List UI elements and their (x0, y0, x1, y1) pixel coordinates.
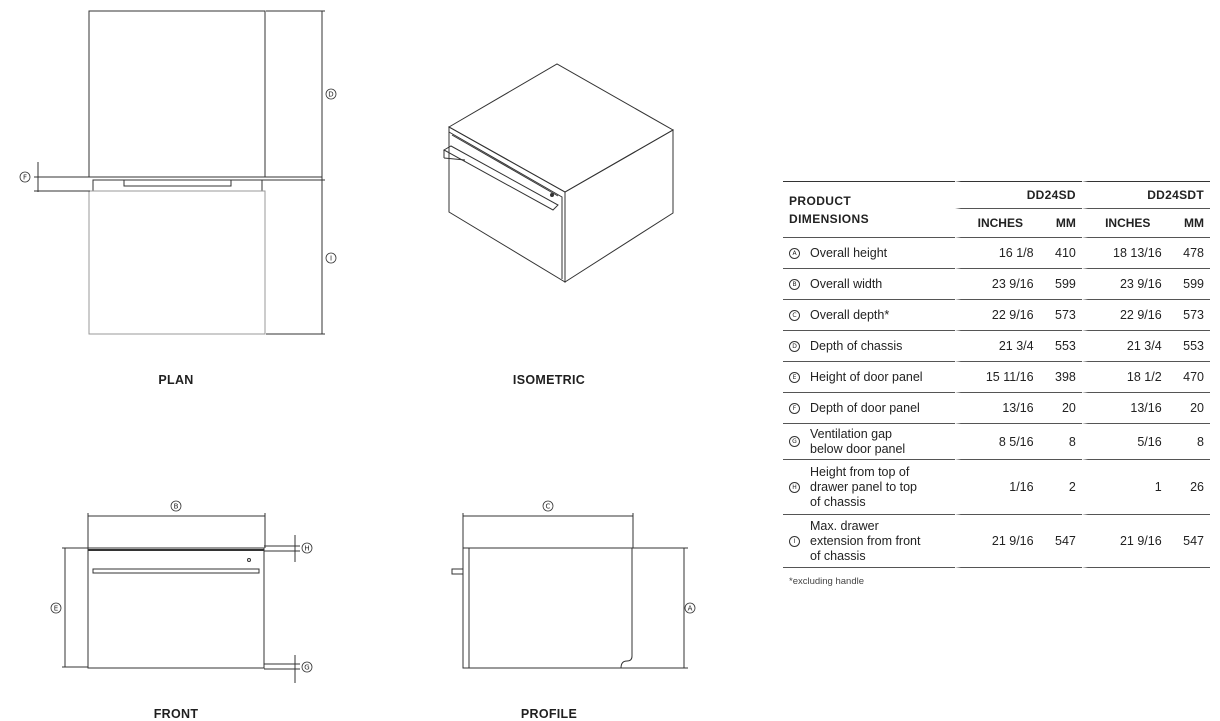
table-row (783, 238, 1210, 269)
tag-c: C (545, 502, 551, 511)
unit-inches: INCHES (1082, 209, 1168, 238)
row-label: Depth of chassis (810, 338, 903, 353)
product-dimensions-header (783, 181, 955, 238)
row-label-line: extension from front (810, 533, 921, 548)
dd24sdt-inches-value: 18 1/2 (1082, 362, 1168, 393)
table-row (783, 460, 1210, 515)
row-label: Overall height (810, 245, 888, 260)
dd24sdt-mm-value: 547 (1168, 515, 1210, 568)
dd24sd-inches-value: 22 9/16 (955, 300, 1040, 331)
row-label-line: below door panel (810, 441, 906, 456)
row-label-line: Height from top of (810, 464, 910, 479)
dd24sd-mm-value: 410 (1040, 238, 1082, 269)
dd24sdt-inches-value: 1 (1082, 460, 1168, 515)
dd24sd-inches-value: 8 5/16 (955, 424, 1040, 460)
dimension-tag-icon: C (789, 310, 800, 321)
unit-mm: MM (1040, 209, 1082, 238)
table-row (783, 424, 1210, 460)
dd24sdt-inches-value: 23 9/16 (1082, 269, 1168, 300)
dd24sd-inches-value: 13/16 (955, 393, 1040, 424)
tag-b: B (173, 502, 179, 511)
row-label-cell (783, 331, 955, 362)
row-label: Height of door panel (810, 369, 923, 384)
row-label-line: drawer panel to top (810, 479, 918, 494)
dd24sdt-mm-value: 573 (1168, 300, 1210, 331)
profile-door-panel (463, 548, 469, 668)
dd24sdt-mm-value: 478 (1168, 238, 1210, 269)
dd24sd-mm-value: 547 (1040, 515, 1082, 568)
row-label-line: of chassis (810, 494, 866, 509)
dd24sdt-inches-value: 22 9/16 (1082, 300, 1168, 331)
front-label: FRONT (153, 707, 199, 721)
dimension-tag-icon: I (789, 536, 800, 547)
dd24sdt-mm-value: 470 (1168, 362, 1210, 393)
tag-a: A (687, 604, 693, 613)
row-label-cell (783, 238, 955, 269)
dimension-tag-icon: D (789, 341, 800, 352)
row-label (810, 519, 920, 564)
row-label-line: Max. drawer (810, 518, 879, 533)
table-row (783, 362, 1210, 393)
table-row (783, 300, 1210, 331)
plan-view (34, 11, 325, 334)
row-label (810, 427, 905, 457)
dd24sd-inches-value: 23 9/16 (955, 269, 1040, 300)
model-dd24sdt: DD24SDT (1082, 181, 1210, 209)
dd24sd-inches-value: 21 3/4 (955, 331, 1040, 362)
plan-handle (124, 180, 231, 186)
row-label: Depth of door panel (810, 400, 920, 415)
dimension-tag-icon: B (789, 279, 800, 290)
front-handle (93, 569, 259, 573)
unit-inches: INCHES (955, 209, 1040, 238)
dimension-tag-icon: F (789, 403, 800, 414)
row-label-line: of chassis (810, 548, 866, 563)
dd24sd-mm-value: 20 (1040, 393, 1082, 424)
profile-label: PROFILE (520, 707, 578, 721)
dd24sdt-mm-value: 553 (1168, 331, 1210, 362)
plan-chassis (89, 11, 265, 177)
tag-i: I (329, 254, 333, 263)
isometric-label: ISOMETRIC (512, 373, 586, 387)
dd24sdt-mm-value: 8 (1168, 424, 1210, 460)
tag-h: H (304, 544, 310, 553)
row-label-cell (783, 362, 955, 393)
dd24sdt-inches-value: 13/16 (1082, 393, 1168, 424)
dd24sd-mm-value: 553 (1040, 331, 1082, 362)
dd24sdt-inches-value: 21 3/4 (1082, 331, 1168, 362)
dd24sd-mm-value: 398 (1040, 362, 1082, 393)
dd24sdt-mm-value: 20 (1168, 393, 1210, 424)
dd24sdt-inches-value: 5/16 (1082, 424, 1168, 460)
profile-view (452, 513, 688, 668)
row-label-cell (783, 515, 955, 568)
isometric-view (444, 64, 673, 282)
dd24sdt-mm-value: 599 (1168, 269, 1210, 300)
front-view (62, 513, 300, 683)
dimension-tag-icon: H (789, 482, 800, 493)
dimension-tag-icon: A (789, 248, 800, 259)
dd24sd-mm-value: 8 (1040, 424, 1082, 460)
row-label: Overall depth* (810, 307, 890, 322)
tag-g: G (304, 663, 310, 672)
row-label: Overall width (810, 276, 883, 291)
dimension-tag-icon: G (789, 436, 800, 447)
dd24sdt-inches-value: 21 9/16 (1082, 515, 1168, 568)
dd24sdt-mm-value: 26 (1168, 460, 1210, 515)
iso-side-face (565, 130, 673, 282)
row-label-cell (783, 300, 955, 331)
row-label-cell (783, 424, 955, 460)
dimension-tag-icon: E (789, 372, 800, 383)
table-row (783, 331, 1210, 362)
dd24sd-inches-value: 21 9/16 (955, 515, 1040, 568)
model-dd24sd: DD24SD (955, 181, 1082, 209)
dd24sdt-inches-value: 18 13/16 (1082, 238, 1168, 269)
plan-label: PLAN (158, 373, 194, 387)
tag-e: E (53, 604, 59, 613)
dd24sd-inches-value: 16 1/8 (955, 238, 1040, 269)
profile-handle (452, 569, 463, 574)
iso-front-face (449, 127, 565, 282)
product-dimensions-table (783, 181, 1210, 568)
row-label-cell (783, 269, 955, 300)
plan-drawer-extension (89, 191, 265, 334)
table-row (783, 269, 1210, 300)
iso-top-face (449, 64, 673, 192)
table-row (783, 393, 1210, 424)
header-line-1: PRODUCT (789, 193, 852, 208)
table-row (783, 515, 1210, 568)
row-label-cell (783, 393, 955, 424)
dd24sd-mm-value: 599 (1040, 269, 1082, 300)
dd24sd-inches-value: 15 11/16 (955, 362, 1040, 393)
dd24sd-mm-value: 2 (1040, 460, 1082, 515)
profile-chassis (469, 548, 632, 668)
front-door-panel (88, 548, 264, 668)
row-label (810, 465, 917, 510)
tag-d: D (328, 90, 334, 99)
dd24sd-mm-value: 573 (1040, 300, 1082, 331)
unit-mm: MM (1168, 209, 1210, 238)
dd24sd-inches-value: 1/16 (955, 460, 1040, 515)
footnote: *excluding handle (789, 576, 865, 587)
row-label-cell (783, 460, 955, 515)
tag-f: F (22, 173, 28, 182)
header-line-2: DIMENSIONS (789, 211, 870, 226)
row-label-line: Ventilation gap (810, 426, 893, 441)
